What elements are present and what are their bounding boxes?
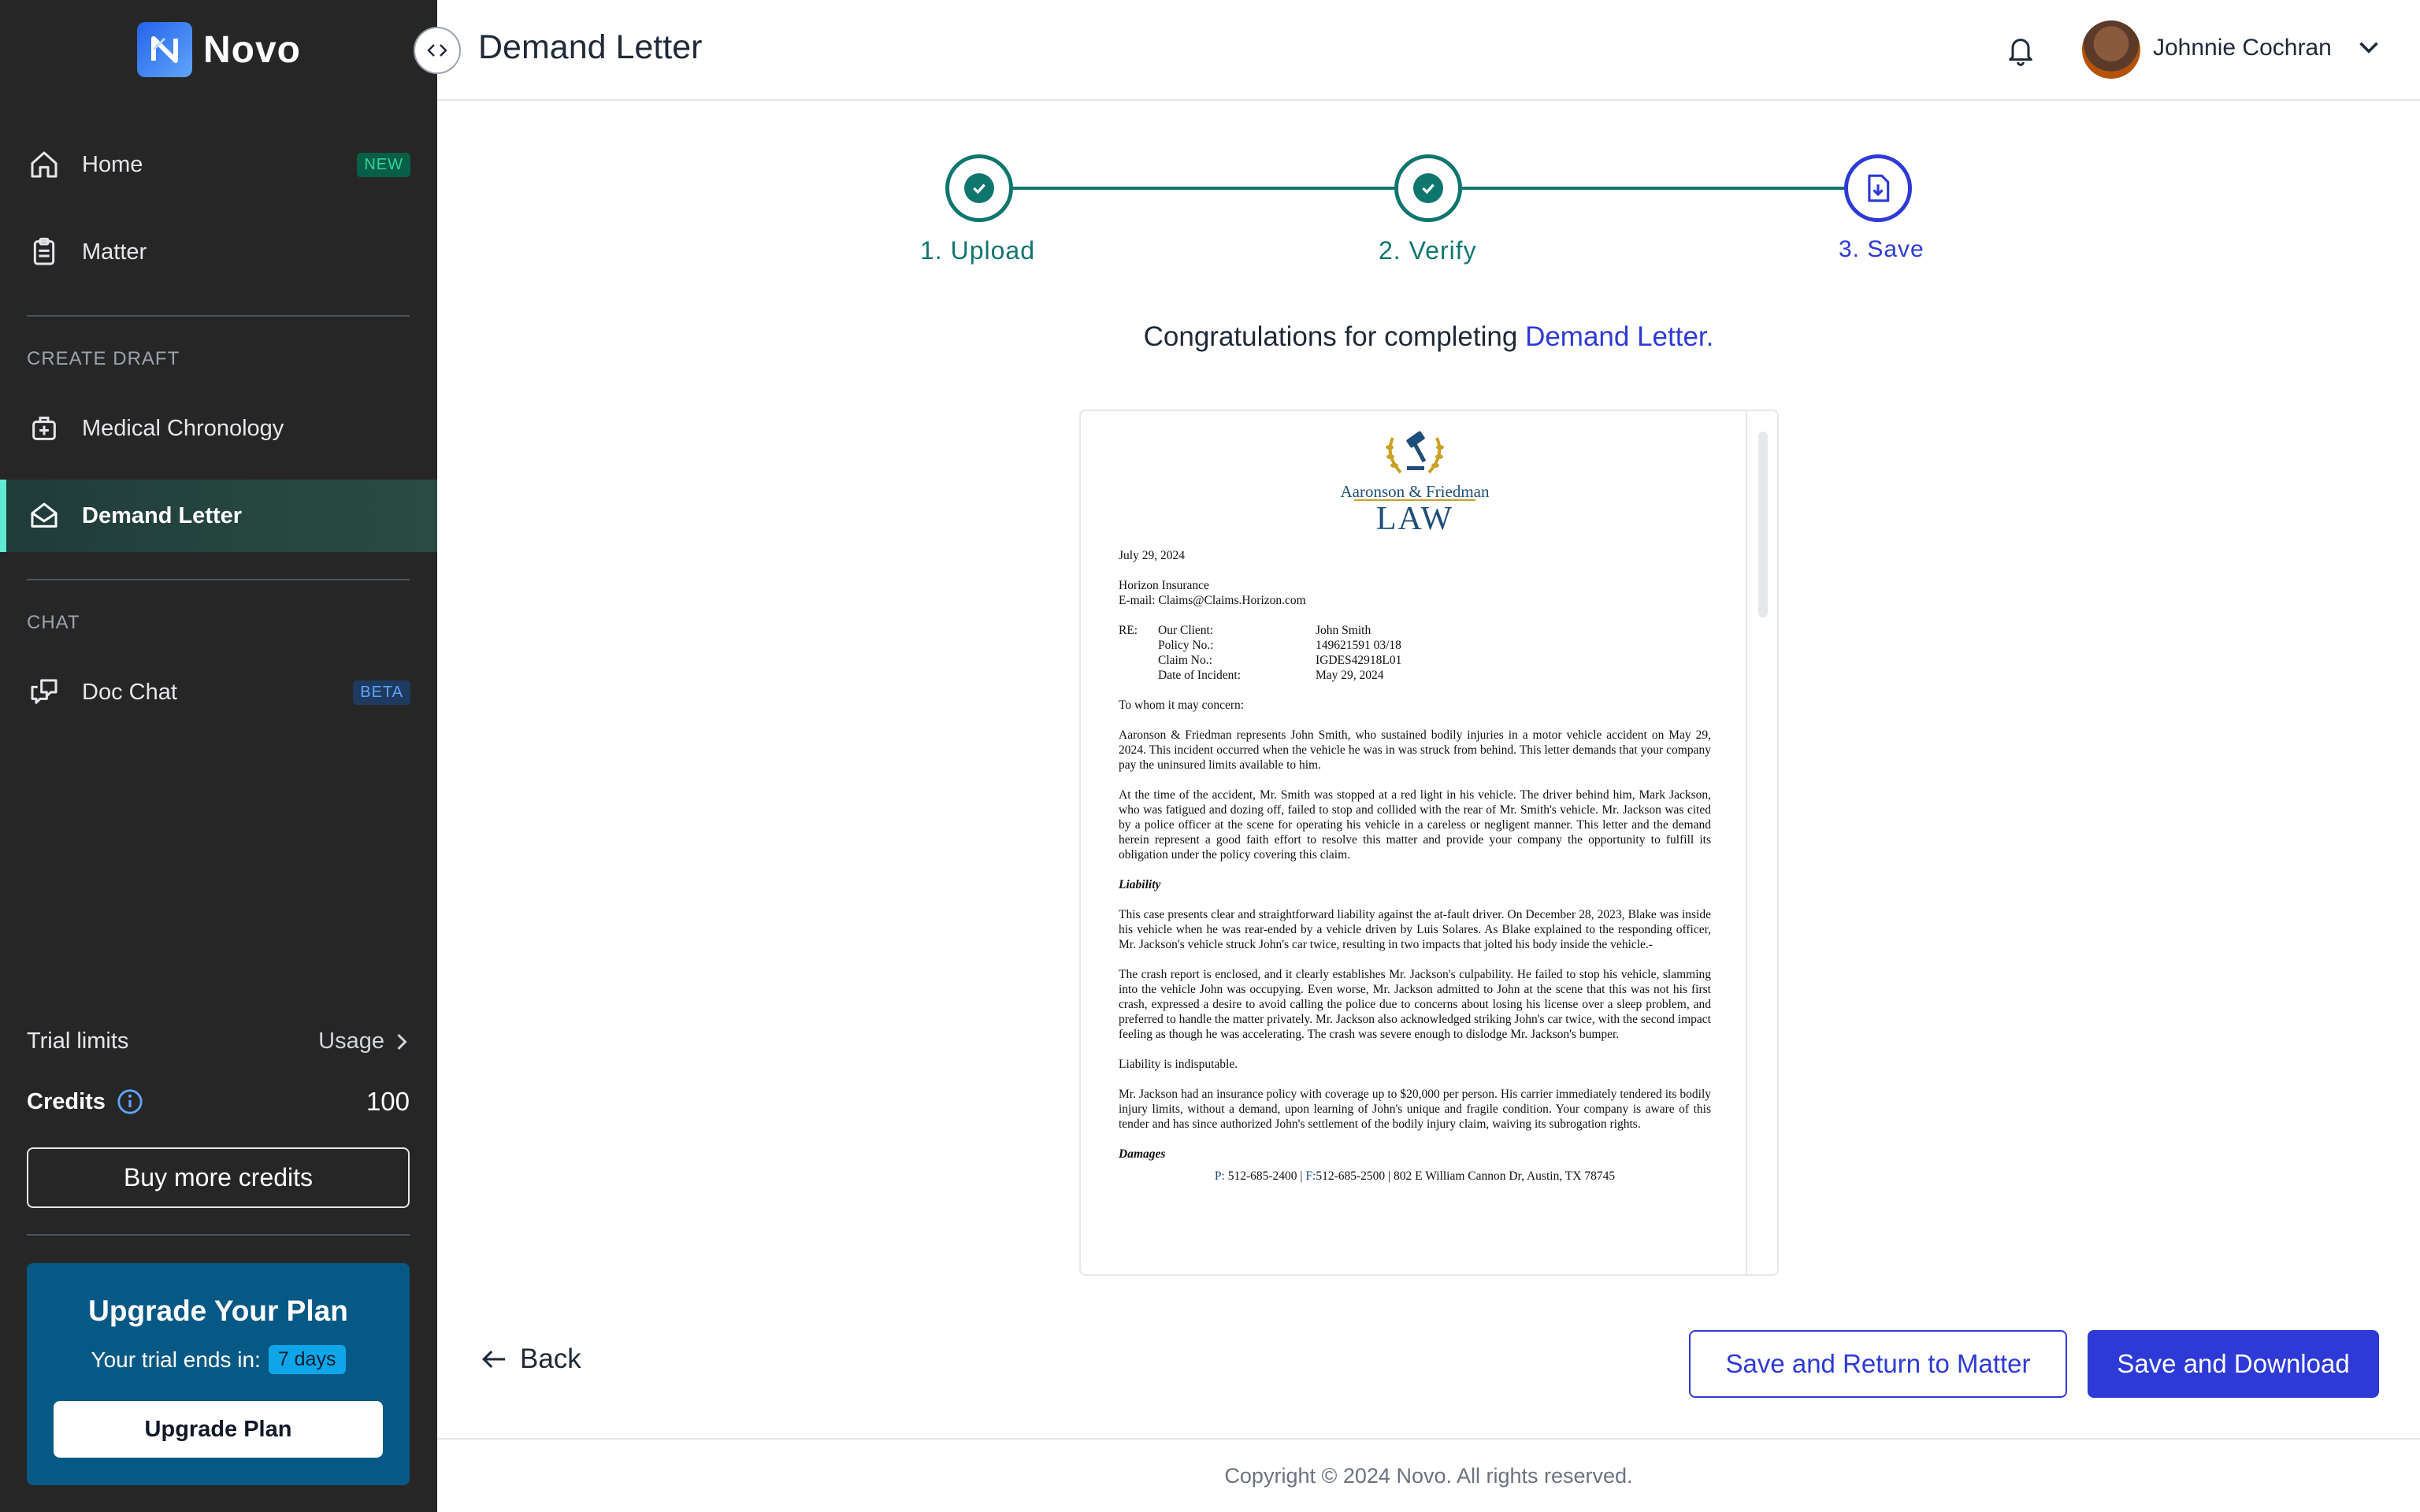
bell-icon[interactable] xyxy=(2005,33,2036,72)
trial-days-badge: 7 days xyxy=(269,1345,346,1374)
trial-ends-label: Your trial ends in: xyxy=(91,1347,261,1372)
usage-label: Usage xyxy=(318,1028,384,1054)
home-icon xyxy=(27,147,61,182)
footer-fax-prefix: F: xyxy=(1305,1169,1316,1183)
save-and-download-button[interactable]: Save and Download xyxy=(2088,1330,2379,1398)
check-icon xyxy=(964,173,994,203)
upgrade-plan-button[interactable]: Upgrade Plan xyxy=(54,1401,383,1458)
envelope-open-icon xyxy=(27,498,61,533)
footer-phone: 512-685-2400 | xyxy=(1224,1169,1306,1183)
sidebar xyxy=(0,0,437,1512)
letter-heading: Damages xyxy=(1119,1147,1166,1161)
sidebar-item-label: Doc Chat xyxy=(82,679,177,705)
sidebar-item-medical-chronology[interactable] xyxy=(0,392,437,465)
sidebar-item-label: Medical Chronology xyxy=(82,415,284,441)
re-key: Policy No.: xyxy=(1158,639,1214,652)
sidebar-item-label: Demand Letter xyxy=(82,502,243,528)
letter-heading: Liability xyxy=(1119,878,1161,891)
letter-date: July 29, 2024 xyxy=(1119,549,1185,562)
footer-phone-prefix: P: xyxy=(1214,1169,1225,1183)
re-value: 149621591 03/18 xyxy=(1316,639,1401,652)
page-title: Demand Letter xyxy=(478,28,703,66)
sidebar-item-home[interactable] xyxy=(0,128,437,201)
trial-ends-row xyxy=(27,1345,410,1374)
step-label-save: 3. Save xyxy=(1839,236,1924,262)
code-brackets-icon xyxy=(425,41,449,60)
step-label-verify: 2. Verify xyxy=(1379,236,1477,265)
re-key: Claim No.: xyxy=(1158,654,1212,667)
file-download-icon xyxy=(1865,173,1891,203)
arrow-left-icon xyxy=(481,1347,507,1371)
trial-limits-row xyxy=(27,1028,410,1054)
sidebar-item-doc-chat[interactable] xyxy=(0,656,437,728)
congrats-message xyxy=(437,321,2420,353)
letter-paragraph: Liability is indisputable. xyxy=(1119,1058,1238,1071)
sidebar-item-demand-letter[interactable] xyxy=(0,480,437,552)
upgrade-card xyxy=(27,1263,410,1485)
section-label-chat: CHAT xyxy=(27,612,80,633)
step-verify-indicator xyxy=(1394,154,1462,222)
letter-paragraph: Aaronson & Friedman represents John Smith, who sustained bodily injuries in a motor vehicle accident on May 29, 2024. This incident occurred when the vehicle he was in was struck from behind. This letter demands that your company pay the uninsured limits available to him. xyxy=(1119,728,1711,772)
letter-footer xyxy=(1119,1169,1711,1184)
upgrade-title: Upgrade Your Plan xyxy=(88,1295,348,1327)
buy-more-credits-button[interactable]: Buy more credits xyxy=(27,1147,410,1208)
letter-paragraph: This case presents clear and straightforward liability against the at-fault driver. On December 28, 2023, Blake was inside his vehicle when he was rear-ended by a vehicle driven by Luis Solares. As Blake explained to the responding officer, Mr. Jackson's vehicle struck John's car twice, resulting in two impacts that jolted his body inside the vehicle.- xyxy=(1119,908,1711,951)
footer-fax-address: 512-685-2500 | 802 E William Cannon Dr, Austin, TX 78745 xyxy=(1316,1169,1616,1183)
document-preview[interactable] xyxy=(1079,410,1779,1276)
stepper-connector xyxy=(1462,187,1845,190)
sidebar-item-label: Home xyxy=(82,151,143,177)
beta-badge: BETA xyxy=(353,680,410,705)
re-value: May 29, 2024 xyxy=(1316,669,1384,682)
document-page xyxy=(1119,427,1711,1184)
re-value: John Smith xyxy=(1316,624,1371,637)
sidebar-divider xyxy=(27,315,410,317)
document-scrollbar[interactable] xyxy=(1746,411,1777,1274)
re-key: Our Client: xyxy=(1158,624,1214,637)
re-value: IGDES42918L01 xyxy=(1316,654,1402,667)
step-upload-indicator xyxy=(945,154,1013,222)
brand-name: Novo xyxy=(203,28,301,71)
chevron-right-icon xyxy=(394,1032,410,1051)
new-badge: NEW xyxy=(357,153,410,177)
save-and-return-button[interactable]: Save and Return to Matter xyxy=(1689,1330,2067,1398)
credits-row xyxy=(27,1087,410,1117)
medical-kit-icon xyxy=(27,411,61,446)
letter-paragraph: At the time of the accident, Mr. Smith was stopped at a red light in his vehicle. The driver behind him, Mark Jackson, who was fatigued and dozing off, failed to stop and collided with the rear of Mr. Smith's vehicle. Mr. Jackson was cited by a police officer at the scene for operating his vehicle in a careless or negligent manner. This letter and the demand herein represent a good faith effort to resolve this matter and provide your company the opportunity to fulfill its obligation under the policy covering this claim. xyxy=(1119,788,1711,862)
info-icon[interactable] xyxy=(117,1088,143,1115)
clipboard-icon xyxy=(27,235,61,269)
chat-bubbles-icon xyxy=(27,675,61,710)
firm-logo xyxy=(1119,427,1711,537)
credits-label: Credits xyxy=(27,1088,106,1114)
letter-recipient: Horizon Insurance xyxy=(1119,579,1209,592)
gavel-laurel-icon xyxy=(1375,427,1454,479)
copyright: Copyright © 2024 Novo. All rights reserved. xyxy=(1224,1463,1633,1488)
chevron-down-icon[interactable] xyxy=(2358,39,2380,59)
user-name[interactable]: Johnnie Cochran xyxy=(2153,35,2332,61)
check-icon xyxy=(1413,173,1443,203)
step-save-indicator xyxy=(1844,154,1912,222)
stepper-connector xyxy=(1013,187,1394,190)
letter-email: E-mail: Claims@Claims.Horizon.com xyxy=(1119,594,1306,607)
usage-link[interactable] xyxy=(318,1028,410,1054)
sidebar-divider xyxy=(27,579,410,580)
step-label-upload: 1. Upload xyxy=(920,236,1035,265)
sidebar-divider xyxy=(27,1234,410,1236)
avatar[interactable] xyxy=(2082,20,2140,79)
credits-value: 100 xyxy=(366,1087,410,1116)
trial-limits-label: Trial limits xyxy=(27,1028,129,1054)
re-block xyxy=(1119,623,1711,683)
letter-salutation: To whom it may concern: xyxy=(1119,699,1245,712)
scrollbar-thumb[interactable] xyxy=(1758,432,1768,617)
brand[interactable] xyxy=(137,22,301,77)
congrats-highlight: Demand Letter. xyxy=(1525,321,1714,352)
sidebar-item-label: Matter xyxy=(82,239,147,265)
back-button[interactable] xyxy=(481,1343,581,1375)
back-label: Back xyxy=(520,1343,581,1374)
letter-paragraph: Mr. Jackson had an insurance policy with coverage up to $20,000 per person. His carrier immediately tendered its bodily injury limits, without a demand, upon learning of John's unique and fragile condition. Your company is aware of this tender and has since authorized John's settlement of the bodily injury claim, waiving its subrogation rights. xyxy=(1119,1088,1711,1131)
firm-law: LAW xyxy=(1354,499,1475,537)
re-key: Date of Incident: xyxy=(1158,669,1242,682)
congrats-prefix: Congratulations for completing xyxy=(1143,321,1526,352)
sidebar-item-matter[interactable] xyxy=(0,216,437,288)
header xyxy=(437,0,2420,101)
firm-name: Aaronson & Friedman xyxy=(1340,482,1490,501)
sidebar-toggle-button[interactable] xyxy=(414,27,461,74)
page-footer xyxy=(437,1438,2420,1512)
re-label: RE: xyxy=(1119,624,1138,637)
letter-paragraph: The crash report is enclosed, and it clearly establishes Mr. Jackson's culpability. He failed to stop his vehicle, slamming into the vehicle John was occupying. Even worse, Mr. Jackson admitted to John at the scene that this was not his first crash, expressed a desire to avoid calling the police due to concerns about losing his license over a sleep problem, and preferred to handle the matter privately. Mr. Jackson also acknowledged striking John's car twice, with the second impact feeling as though he was accelerating. The crash was severe enough to dislodge Mr. Jackson's bumper. xyxy=(1119,968,1711,1041)
novo-logo-icon xyxy=(137,22,192,77)
section-label-create-draft: CREATE DRAFT xyxy=(27,348,180,369)
